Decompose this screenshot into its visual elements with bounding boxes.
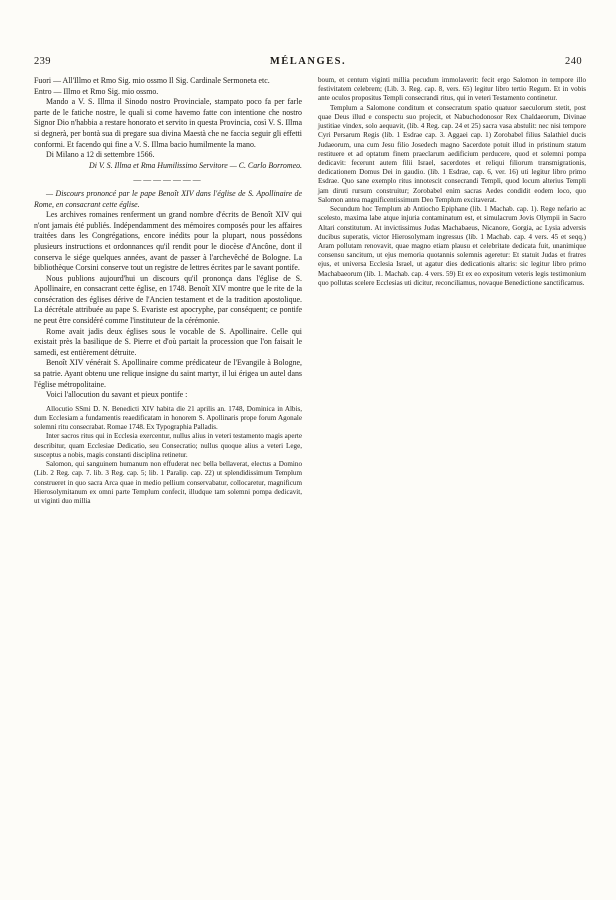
latin-paragraph: Allocutio SSmi D. N. Benedicti XIV habita die 21 aprilis an. 1748, Dominica in Albis, dum Ecclesiam a fundamentis reaedificatam in honorem S. Apollinaris prope forum Agonale solemni ritu consecrabat. Romae 1748. Ex Typographia Palladis. [34, 404, 302, 432]
letter-signature: Di V. S. Illma et Rma Humilissimo Servitore — C. Carlo Borromeo. [89, 160, 302, 170]
page-number-right: 240 [565, 56, 582, 67]
intro-paragraph-1: Les archives romaines renferment un grand nombre d'écrits de Benoît XIV qui n'ont jamais été publiés. Indépendamment des mémoires composés pour les affaires traitées dans les Congrégations, encore inédits pour la plupart, nous possédons plusieurs instructions et ordonnances qu'il rendit pour le diocèse d'Ancône, dont il conserva le siége quelques années, avant de passer à l'archevêché de Bologne. La bibliothèque Corsini conserve tout un registre de lettres écrites par le savant pontife. [34, 210, 302, 273]
letter-address-inside: Entro — Illmo et Rmo Sig. mio ossmo. [34, 86, 159, 96]
intro-paragraph-5: Voici l'allocution du savant et pieux pontife : [46, 390, 188, 400]
intro-paragraph-3: Rome avait jadis deux églises sous le vocable de S. Apollinaire. Celle qui existait près la basilique de S. Pierre et d'où partait la procession que l'on faisait le samedi, est entièrement détruite. [34, 326, 302, 357]
latin-paragraph: Templum a Salomone conditum et consecratum spatio quatuor saeculorum stetit, post quae Deus illud e conspectu suo projecit, et Nabuchodonosor Rex Chaldaeorum, Divinae justitiae vindex, solo aequavit, (lib. 4 Reg. cap. 24 et 25) sacra vasa abstulit: nec nisi tempore Cyri Persarum Regis (lib. 1 Esdrae cap. 3. Aggaei cap. 1) Zorobabel filius Salathiel ducis Judaeorum, una cum Jesu filio Josedech magno Sacerdote potuit illud in pristinum statum restituere et ad optatum finem praeclarum aedificium perducere, quod et solemni pompa dedicavit: fecerunt autem filii Israel, sacerdotes et reliqui filiorum transmigrationis, dedicationem Domus Dei in gaudio. (lib. 1 Esdrae, cap. 6, ver. 16) uti legitur libro primo Esdrae. Quo sane exemplo ritus innotescit consecrandi Templi, quod locum alterius Templi jam diruti rursum construitur; Zorobabel enim sacras Aedes condidit eodem loco, quo Salomon antea magnificentissimum Deo Templum excitaverat. [318, 103, 586, 204]
latin-paragraph: Salomon, qui sanguinem humanum non effuderat nec bella bellaverat, electus a Domino (Lib. 2 Reg. cap. 7. lib. 3 Reg. cap. 5; lib. 1 Paralip. cap. 22) ut splendidissimum Templum construeret in quo sacra Arca quae in medio pellium conservabatur, collocaretur, magnificum Hierosolymitanum ex omni parte Templum confecit, illudque tam solemni pompa dedicavit, ut viginti duo millia [34, 460, 302, 505]
left-column [34, 76, 302, 506]
intro-paragraph-2: Nous publions aujourd'hui un discours qu'il prononça dans l'église de S. Apollinaire, en consacrant cette église, en 1748. Benoît XIV montre que le rite de la consécration des églises dérive de l'Ancien testament et de la tradition apostolique. La décrétale attribuée au pape S. Evariste est apocryphe, par conséquent; ce pontife ne peut être considéré comme l'instituteur de la cérémonie. [34, 273, 302, 326]
intro-paragraph-4: Benoît XIV vénérait S. Apollinaire comme prédicateur de l'Evangile à Bologne, sa patrie. Ayant obtenu une relique insigne du saint martyr, il lui érigea un autel dans l'église métropolitaine. [34, 358, 302, 389]
running-title: MÉLANGES. [269, 56, 347, 67]
section-heading: — Discours prononcé par le pape Benoît XIV dans l'église de S. Apollinaire de Rome, en consacrant cette église. [34, 188, 302, 209]
latin-paragraph: Secundum hoc Templum ab Antiocho Epiphane (lib. 1 Machab. cap. 1). Rege nefario ac scelesto, maxima labe atque injuria contaminatum est, et simulacrum Jovis Olympii in Sacro Altari constitutum. At invictissimus Judas Machabaeus, Nicanore, Gorgia, ac Lysia adversis ducibus superatis, victor Hierosolymam ingressus (lib. 1 Machab. cap. 4 vers. 45 et seqq.) Aram pollutam renovavit, quae magno etiam plausu et celebritate dedicata fuit, unanimique consensu sancitum, ut ejus memoria quotannis solemnis ageretur: Et statuit Judas et fratres ejus, et universa Ecclesia Israel, ut agatur dies dedicationis altaris: sic legitur libro primo Machabaeorum (lib. 1. Machab. cap. 4 vers. 59) Et ex eo expositum veteris legis testimonium quo pollutas scelere Ecclesias uti dicitur, reconciliamus, novaque Benedictione sanctificamus. [318, 205, 586, 287]
letter-date: Di Milano a 12 di settembre 1566. [46, 150, 155, 160]
running-head [34, 56, 582, 67]
latin-paragraph: Inter sacros ritus qui in Ecclesia exercentur, nullus alius in veteri testamento magis aperte describitur, quam Ecclesiae Dedicatio, seu Consecratio; nullus quoque alius a veteri Lege, susceptus a nobis, magis constanti disciplina retinetur. [34, 432, 302, 459]
section-separator: ——————— [133, 175, 203, 185]
latin-allocution-start [34, 405, 302, 506]
page-number-left: 239 [34, 56, 51, 67]
right-column [318, 76, 586, 288]
latin-paragraph: boum, et centum viginti millia pecudum immolaverit: fecit ergo Salomon in tempore illo festivitatem celebrem; (Lib. 3. Reg. cap. 8, vers. 65) legitur libro tertio Regum. Et in vobis ante oculos propositus Templi consecrandi ritus, qui in veteri Testamento continetur. [318, 76, 586, 103]
letter-address-outside: Fuori — All'Illmo et Rmo Sig. mio ossmo Il Sig. Cardinale Sermoneta etc. [34, 76, 270, 85]
letter-body: Mando a V. S. Illma il Sinodo nostro Provinciale, stampato poco fa per farle parte de le fatiche nostre, le quali si come havemo fatte con intentione che nostro Signor Dio n'habbia a restare honorato et servito in questa Provincia, così V. S. Illma si degnerà, per bontà sua di pregare sua divina Maestà che ne faccia seguir gli effetti conformi. Et facendo qui fine a V. S. Illma bacio humilmente la mano. [34, 97, 302, 149]
